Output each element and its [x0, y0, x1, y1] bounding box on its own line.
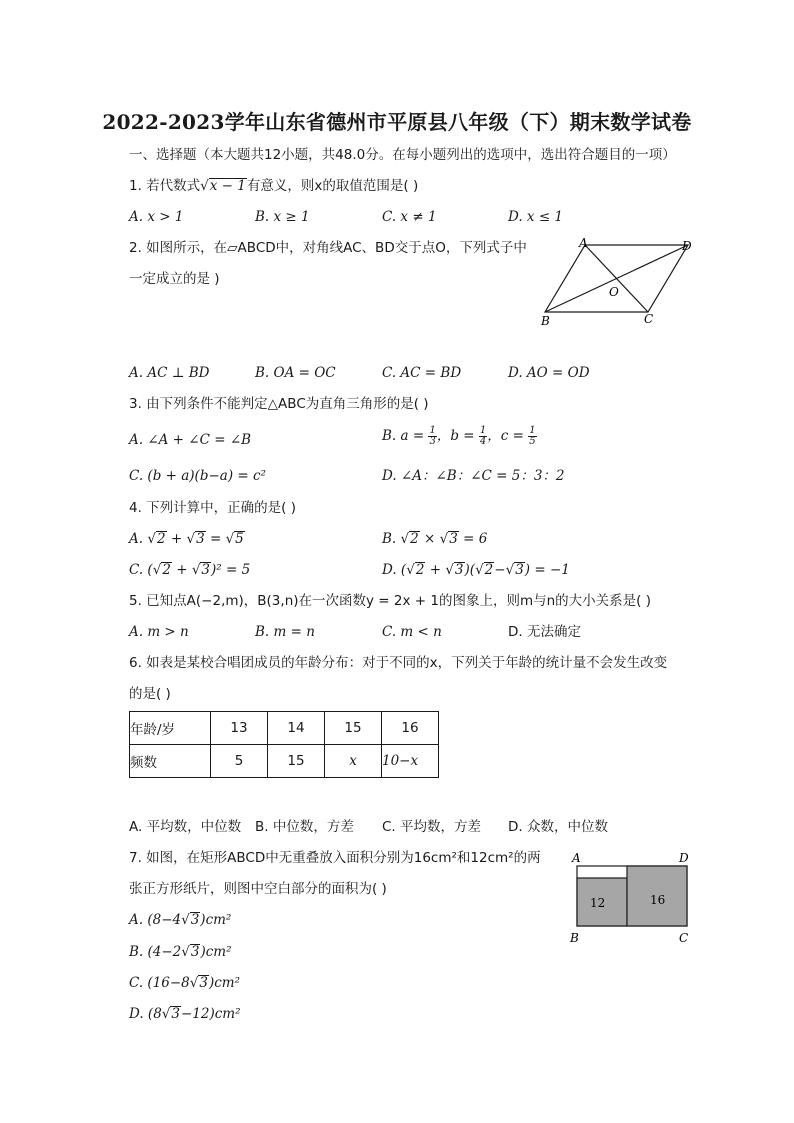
label-o: O — [609, 285, 619, 299]
q7-option-b: B. (4−2√3)cm² — [129, 944, 232, 960]
q2-option-d: D. AO = OD — [508, 365, 590, 381]
q1-option-d: D. x ≤ 1 — [508, 209, 564, 225]
q1-radicand: x − 1 — [209, 178, 246, 194]
fraction-a-num: 1 — [429, 425, 436, 436]
q4d-r1: 2 — [415, 562, 425, 578]
table-cell: 16 — [382, 712, 439, 745]
parallelogram-figure — [538, 234, 698, 328]
q4b-r3: 3 — [449, 531, 458, 547]
q3-option-a: A. ∠A + ∠C = ∠B — [129, 432, 252, 448]
q7-option-c: C. (16−8√3)cm² — [129, 975, 241, 991]
q4-option-a: A. √2 + √3 = √5 — [129, 531, 244, 547]
fraction-a-den: 3 — [429, 436, 436, 447]
q4a-r1: 2 — [156, 531, 166, 547]
q1-option-b: B. x ≥ 1 — [255, 209, 310, 225]
table-cell: x — [325, 745, 382, 778]
q7-option-a: A. (8−4√3)cm² — [129, 912, 232, 928]
q4-option-c: C. (√2 + √3)² = 5 — [129, 562, 251, 578]
q4d-r5: 2 — [484, 562, 494, 578]
q3-option-c: C. (b + a)(b−a) = c² — [129, 468, 266, 484]
table-row — [130, 712, 439, 745]
q4c-t2: + — [171, 562, 192, 578]
question-3: 3. 由下列条件不能判定△ABC为直角三角形的是( ) — [129, 396, 429, 412]
q7-option-d: D. (8√3−12)cm² — [129, 1006, 241, 1022]
q4-option-b: B. √2 × √3 = 6 — [382, 531, 488, 547]
q4c-r1: 2 — [162, 562, 171, 578]
question-7-line1: 7. 如图，在矩形ABCD中无重叠放入面积分别为16cm²和12cm²的两 — [129, 850, 541, 866]
fraction-a — [428, 426, 436, 447]
table-cell: 5 — [211, 745, 268, 778]
fraction-b — [479, 426, 487, 447]
q1-suffix: 有意义，则x的取值范围是( ) — [246, 178, 419, 194]
age-table — [129, 711, 439, 778]
q4b-t0: B. — [382, 531, 401, 547]
fraction-b-num: 1 — [479, 425, 487, 436]
table-cell: 13 — [211, 712, 268, 745]
fraction-c-den: 5 — [529, 436, 536, 447]
q7c-t0: C. (16−8 — [129, 975, 190, 991]
q4c-r3: 3 — [201, 562, 211, 578]
q4b-r1: 2 — [410, 531, 419, 547]
q4d-t4: )( — [464, 562, 476, 578]
table-cell: 15 — [268, 745, 325, 778]
q7d-t0: D. (8 — [129, 1006, 162, 1022]
q2-option-a: A. AC ⊥ BD — [129, 365, 210, 381]
q7b-t2: )cm² — [200, 944, 232, 960]
question-1 — [129, 177, 418, 195]
label-c: C — [679, 931, 689, 945]
label-d: D — [679, 851, 689, 865]
label-c: C — [644, 312, 654, 326]
table-cell: 10−x — [382, 745, 439, 778]
sqrt-symbol: √ — [200, 178, 209, 194]
q4d-t8: ) = −1 — [524, 562, 570, 578]
q6-option-a: A. 平均数，中位数 — [129, 819, 242, 835]
table-row — [130, 745, 439, 778]
q4b-t4: = 6 — [458, 531, 488, 547]
q4a-t2: + — [166, 531, 187, 547]
label-a: A — [579, 236, 588, 250]
q4a-r5: 5 — [235, 531, 244, 547]
q5-option-b: B. m = n — [255, 624, 315, 640]
q4d-r7: 3 — [515, 562, 524, 578]
q1-option-c: C. x ≠ 1 — [382, 209, 437, 225]
q3-b-mid: ，b = — [436, 428, 475, 444]
question-2-line2: 一定成立的是 ) — [129, 271, 220, 287]
q2-option-b: B. OA = OC — [255, 365, 336, 381]
table-cell: 15 — [325, 712, 382, 745]
q1-option-a: A. x > 1 — [129, 209, 184, 225]
q3-c-mid: ，c = — [487, 428, 524, 444]
q5-option-a: A. m > n — [129, 624, 189, 640]
q7c-r1: 3 — [199, 975, 208, 991]
table-cell: 年龄/岁 — [130, 712, 211, 745]
label-12: 12 — [590, 896, 606, 910]
q4d-t0: D. ( — [382, 562, 407, 578]
label-b: B — [570, 931, 579, 945]
q1-prefix: 1. 若代数式 — [129, 178, 201, 194]
label-a: A — [572, 851, 581, 865]
q4c-t0: C. ( — [129, 562, 153, 578]
q6-option-d: D. 众数，中位数 — [508, 819, 608, 835]
q3-option-d: D. ∠A：∠B：∠C = 5：3：2 — [382, 468, 565, 484]
q4d-t2: + — [425, 562, 446, 578]
q3-b-prefix: B. a = — [382, 428, 425, 444]
q4a-r3: 3 — [196, 531, 205, 547]
q4d-r3: 3 — [454, 562, 464, 578]
q4b-t2: × — [419, 531, 440, 547]
q4a-t4: = — [205, 531, 226, 547]
question-6-line1: 6. 如表是某校合唱团成员的年龄分布：对于不同的x，下列关于年龄的统计量不会发生改变 — [129, 655, 668, 671]
q5-option-d: D. 无法确定 — [508, 624, 581, 640]
q7c-t2: )cm² — [208, 975, 241, 991]
question-6-line2: 的是( ) — [129, 686, 171, 702]
q6-option-c: C. 平均数，方差 — [382, 819, 482, 835]
question-2-line1: 2. 如图所示，在▱ABCD中，对角线AC、BD交于点O，下列式子中 — [129, 240, 527, 256]
q4a-t0: A. — [129, 531, 148, 547]
page-title: 2022-2023学年山东省德州市平原县八年级（下）期末数学试卷 — [102, 110, 692, 134]
diagonal-bd — [545, 245, 688, 312]
q5-option-c: C. m < n — [382, 624, 442, 640]
fraction-b-den: 4 — [479, 436, 487, 447]
table-cell: 14 — [268, 712, 325, 745]
question-4: 4. 下列计算中，正确的是( ) — [129, 500, 296, 516]
q7a-t0: A. (8−4 — [129, 912, 182, 928]
label-b: B — [541, 314, 550, 328]
question-5: 5. 已知点A(−2,m)，B(3,n)在一次函数y = 2x + 1的图象上，则m与n的大小关系是( ) — [129, 593, 651, 609]
q2-option-c: C. AC = BD — [382, 365, 462, 381]
q7a-t2: )cm² — [200, 912, 232, 928]
label-16: 16 — [650, 893, 666, 907]
fraction-c — [528, 426, 536, 447]
rectangle-figure — [566, 848, 696, 948]
q4-option-d: D. (√2 + √3)(√2−√3) = −1 — [382, 562, 570, 578]
question-7-line2: 张正方形纸片，则图中空白部分的面积为( ) — [129, 881, 387, 897]
q7d-r1: 3 — [171, 1006, 180, 1022]
q7b-t0: B. (4−2 — [129, 944, 182, 960]
fraction-c-num: 1 — [529, 425, 536, 436]
table-cell: 频数 — [130, 745, 211, 778]
q3-option-b — [382, 426, 537, 447]
section-heading: 一、选择题（本大题共12小题，共48.0分。在每小题列出的选项中，选出符合题目的一项） — [129, 147, 676, 163]
label-d: D — [682, 239, 692, 253]
q4d-t6: − — [494, 562, 506, 578]
q7b-r1: 3 — [190, 944, 200, 960]
q7a-r1: 3 — [190, 912, 200, 928]
q7d-t2: −12)cm² — [180, 1006, 241, 1022]
q4c-t4: )² = 5 — [211, 562, 251, 578]
q6-option-b: B. 中位数，方差 — [255, 819, 354, 835]
